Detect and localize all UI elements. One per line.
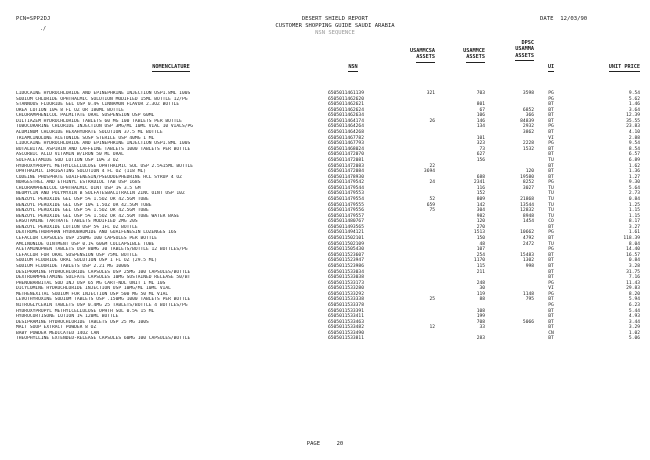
cell-ui: BT (548, 130, 554, 136)
cell-usammce: 88 (479, 297, 485, 303)
cell-ui: PG (548, 96, 554, 102)
cell-nsn: 6505011462634 (328, 113, 364, 119)
cell-ui: BT (548, 174, 554, 180)
cell-nomenclature: THEOPHYLLINE EXTENDED-RELEASE CAPSULES 60MG 100 CAPSULES/BOTTLE (16, 336, 191, 342)
cell-nomenclature: TUBOCURARINE CHLORIDE INJECTION USP 3MG/ML 10ML VIAL 10 VIALS/PG (16, 124, 194, 130)
cell-ui: PG (548, 141, 554, 147)
cell-unit-price: 35.55 (626, 118, 640, 124)
cell-ui: BT (548, 107, 554, 113)
cell-ui: PG (548, 247, 554, 253)
cell-dpsc: 84839 (520, 118, 534, 124)
cell-nsn: 6505011479544 (328, 185, 364, 191)
cell-dpsc: 8252 (522, 180, 534, 186)
cell-nsn: 6505011464264 (328, 124, 364, 130)
cell-ui: TU (548, 191, 554, 197)
cell-nsn: 6505011472084 (328, 169, 364, 175)
cell-nomenclature: AMCINONIDE OINTMENT USP 0.1% 60GM COLLAPSIBLE TUBE (16, 241, 155, 247)
cell-ui: BT (548, 252, 554, 258)
cell-unit-price: 23.83 (626, 124, 640, 130)
cell-unit-price: 1.62 (628, 163, 640, 169)
cell-dpsc: 1532 (522, 146, 534, 152)
cell-unit-price: 2.73 (628, 191, 640, 197)
cell-dpsc: 1454 (522, 219, 534, 225)
cell-nomenclature: BENZOYL PEROXIDE GEL USP 5% 1.5OZ OR 42.5GM TUBE (16, 208, 149, 214)
cell-usammce: 1513 (473, 230, 485, 236)
column-header-usamcsa: USAMMCSA ASSETS (383, 48, 435, 88)
cell-ui: BT (548, 118, 554, 124)
column-header-ui: UI (544, 64, 558, 104)
cell-dpsc: 21868 (520, 196, 534, 202)
cell-unit-price: 7.16 (628, 275, 640, 281)
cell-nsn: 6505011467793 (328, 141, 364, 147)
cell-ui: BT (548, 258, 554, 264)
cell-nomenclature: HYDROCORTISONE LOTION 1% 120ML BOTTLE (16, 314, 119, 320)
cell-dpsc: 366 (525, 113, 534, 119)
cell-dpsc: 2932 (522, 124, 534, 130)
cell-nsn: 6505011479542 (328, 180, 364, 186)
cell-unit-price: 1.27 (628, 174, 640, 180)
column-header-usammce: USAMMCE ASSETS (441, 48, 485, 88)
cell-unit-price: 0.84 (628, 258, 640, 264)
cell-nsn: 6505011523947 (328, 258, 364, 264)
cell-nomenclature: ERGOTAMINE TARTRATE TABLETS MODIFIED 2MG 20S (16, 219, 138, 225)
cell-ui: CN (548, 330, 554, 336)
cell-nsn: 6505011502101 (328, 236, 364, 242)
cell-usammce: 323 (476, 141, 485, 147)
cell-dpsc: 15483 (520, 252, 534, 258)
cell-ui: BT (548, 275, 554, 281)
cell-nsn: 6505011461139 (328, 91, 364, 96)
cell-dpsc: 6852 (522, 107, 534, 113)
cell-usammce: 106 (476, 113, 485, 119)
cell-ui: TU (548, 202, 554, 208)
cell-unit-price: 5.06 (628, 336, 640, 342)
cell-nsn: 6505011479555 (328, 202, 364, 208)
cell-nsn: 6505011480767 (328, 219, 364, 225)
cell-usamcsa: 24 (429, 180, 435, 186)
cell-nomenclature: NITROGLYCERIN TABLETS USP 0.4MG 25 TABLETS/BOTTLE 4 BOTTLES/PG (16, 302, 188, 308)
cell-usammce: 304 (476, 208, 485, 214)
cell-nomenclature: LIDOCAINE HYDROCHLORIDE AND EPINEPHRINE INJECTION USP1.8ML 100S (16, 141, 191, 147)
column-header-nsn: NSN (328, 64, 378, 104)
cell-nsn: 6505011464268 (328, 130, 364, 136)
report-date (540, 16, 587, 22)
cell-dpsc: 5066 (522, 319, 534, 325)
cell-nsn: 6505011462621 (328, 102, 364, 108)
cell-usammce: 108 (476, 308, 485, 314)
cell-usammce: 142 (476, 202, 485, 208)
cell-usammce: 199 (476, 314, 485, 320)
cell-nomenclature: DICYLOMINE HYDROCHLORIDE INJECTION USP 10MG/ML 10ML VIAL (16, 286, 171, 292)
cell-nomenclature: LIDOCAINE HYDROCHLORIDE AND EPINEPHRINE INJECTION USP1.8ML 100S (16, 91, 191, 96)
cell-dpsc: 1302 (522, 258, 534, 264)
cell-usamcsa: 22 (429, 163, 435, 169)
cell-usammce: 627 (476, 152, 485, 158)
cell-nsn: 6505011493565 (328, 224, 364, 230)
cell-ui: BT (548, 319, 554, 325)
cell-nomenclature: ASCORBIC ACID VITAMIN W/IRON 50 ML ORAL (16, 152, 124, 158)
cell-dpsc: 3862 (522, 130, 534, 136)
cell-unit-price: 9.54 (628, 141, 640, 147)
cell-ui: BT (548, 308, 554, 314)
cell-ui: BT (548, 236, 554, 242)
cell-ui: BT (548, 224, 554, 230)
cell-nsn: 6505011533338 (328, 297, 364, 303)
cell-nsn: 6505011533280 (328, 286, 364, 292)
cell-unit-price: 9.54 (628, 91, 640, 96)
cell-ui: TU (548, 213, 554, 219)
cell-usammce: 30 (479, 286, 485, 292)
cell-nomenclature: BENZOYL PEROXIDE GEL USP 5% 1.5OZ OR 42.5GM TUBE (16, 196, 149, 202)
cell-nomenclature: BENZOYL PEROXIDE GEL USP 10% 1.5OZ OR 42.5GM TUBE (16, 202, 152, 208)
cell-ui: TU (548, 208, 554, 214)
cell-nsn: 6505011494121 (328, 230, 364, 236)
cell-unit-price: 1.36 (628, 169, 640, 175)
cell-ui: BT (548, 269, 554, 275)
cell-usamcsa: 52 (429, 196, 435, 202)
cell-unit-price: 6.23 (628, 302, 640, 308)
cell-usamcsa: 25 (429, 297, 435, 303)
cell-unit-price: 3.44 (628, 319, 640, 325)
cell-dpsc: 12832 (520, 208, 534, 214)
cell-dpsc: 10662 (520, 230, 534, 236)
cell-unit-price: 6.57 (628, 152, 640, 158)
cell-unit-price: 3.29 (628, 325, 640, 331)
cell-usammce: 119 (476, 291, 485, 297)
cell-nomenclature: NORGESTREL AND ETHINYL ESTRADIOL TAB USP 168S (16, 180, 141, 186)
cell-dpsc: 3598 (522, 91, 534, 96)
cell-nomenclature: BUTALBITAL ASPIRIN AND CAFFEINE TABLETS 1000 TABLETS PER BOTTLE (16, 146, 191, 152)
cell-unit-price: 8.20 (628, 291, 640, 297)
cell-nsn: 6505011533811 (328, 336, 364, 342)
cell-nsn: 6505011472083 (328, 163, 364, 169)
cell-unit-price: 0.84 (628, 196, 640, 202)
cell-ui: VI (548, 135, 554, 141)
cell-usammce: 211 (476, 269, 485, 275)
cell-nomenclature: BENZOYL PEROXIDE LOTION USP 5% 1FL OZ BOTTLE (16, 224, 138, 230)
cell-nomenclature: HYDROXYPROPYL METHYLCELLULOSE OPHTH SOL 0.5% 15 ML (16, 308, 155, 314)
item-table (16, 91, 640, 342)
cell-usammce: 982 (476, 213, 485, 219)
report-code: PCN=SPP2DJ (16, 16, 51, 22)
cell-unit-price: 3.27 (628, 224, 640, 230)
cell-nsn: 6505011479557 (328, 213, 364, 219)
cell-nsn: 6505011467782 (328, 135, 364, 141)
cell-usammce: 703 (476, 91, 485, 96)
cell-usammce: 152 (476, 191, 485, 197)
cell-ui: PG (548, 124, 554, 130)
cell-nomenclature: SODIUM CHLORIDE OPHTHALMIC SOLUTION MODIFIED 15ML BOTTLE 12/PG (16, 96, 188, 102)
cell-nomenclature: DESIPRAMINE HYDROCHLORIDE CAPSULES USP 25MG 100 CAPSULES/BOTTLE (16, 269, 191, 275)
cell-nomenclature: ACETAMINOPHEN TABLETS USP 80MG 30 TABLETS/BOTTLE 12 BOTTLES/PG (16, 247, 188, 253)
cell-nomenclature: CEFACLOR FOR ORAL SUSPENSION USP 75ML BOTTLE (16, 252, 138, 258)
cell-ui: TU (548, 157, 554, 163)
report-sequence: NSN SEQUENCE (315, 30, 355, 36)
cell-usammce: 270 (476, 224, 485, 230)
cell-nsn: 6505011462624 (328, 107, 364, 113)
cell-ui: VI (548, 286, 554, 292)
cell-nsn: 6505011468024 (328, 146, 364, 152)
cell-nsn: 6505011533482 (328, 325, 364, 331)
cell-unit-price: 5.64 (628, 185, 640, 191)
cell-nomenclature: DEXTROMETHORPHAN HYDROBROMIDE AND GUAIFENESIN LOZENGES 16S (16, 230, 177, 236)
cell-usammce: 115 (476, 263, 485, 269)
cell-usamcsa: 26 (429, 118, 435, 124)
cell-ui: PG (548, 302, 554, 308)
cell-nsn: 6505011505430 (328, 247, 364, 253)
cell-nsn: 6505011502109 (328, 241, 364, 247)
cell-usammce: 156 (476, 157, 485, 163)
cell-nomenclature: CEFACLOR CAPSULES USP 250MG 100 CAPSULES PER BOTTLE (16, 236, 158, 242)
cell-usammce: 801 (476, 102, 485, 108)
cell-nomenclature: MALT SOUP EXTRACT POWDER 8 OZ (16, 325, 97, 331)
cell-dpsc: 998 (525, 263, 534, 269)
cell-usammce: 116 (476, 185, 485, 191)
cell-nomenclature: CHLORAMPHENICOL OPHTHALMIC OINT USP 1% 3.5 GM (16, 185, 141, 191)
cell-nsn: 6505011533034 (328, 269, 364, 275)
cell-usamcsa: 659 (426, 202, 435, 208)
cell-unit-price: 31.75 (626, 269, 640, 275)
cell-usammce: 120 (476, 219, 485, 225)
cell-usammce: 688 (476, 174, 485, 180)
cell-ui: BT (548, 113, 554, 119)
cell-usammce: 248 (476, 280, 485, 286)
page-footer (0, 441, 650, 447)
cell-unit-price: 1.61 (628, 230, 640, 236)
cell-ui: PG (548, 91, 554, 96)
cell-ui: BT (548, 297, 554, 303)
cell-unit-price: 11.43 (626, 280, 640, 286)
cell-ui: BT (548, 169, 554, 175)
cell-usammce: 134 (476, 124, 485, 130)
cell-nomenclature: OPHTHALMIC IRRIGATING SOLUTION 4 FL OZ (118 ML) (16, 169, 146, 175)
cell-nsn: 6505011533463 (328, 319, 364, 325)
cell-ui: BT (548, 263, 554, 269)
cell-ui: TU (548, 241, 554, 247)
cell-dpsc: 19580 (520, 174, 534, 180)
cell-dpsc: 2472 (522, 241, 534, 247)
cell-unit-price: 1.46 (628, 102, 640, 108)
cell-nomenclature: DESIPRAMINE HYDROCHLORIDE TABLETS USP 25 MG 100S (16, 319, 149, 325)
cell-nomenclature: BABY POWDER MEDICATED 14OZ CAN (16, 330, 99, 336)
cell-nsn: 6505011464174 (328, 118, 364, 124)
cell-unit-price: 6.89 (628, 157, 640, 163)
cell-nomenclature: TRIAMCINOLONE ACETONIDE SUSP STERILE USP 40MG 1 ML (16, 135, 155, 141)
cell-ui: BT (548, 152, 554, 158)
report-title-block (200, 16, 470, 37)
column-header-dpsc: DPSC USAMMA ASSETS (492, 40, 534, 80)
cell-usamcsa: 3694 (423, 169, 435, 175)
cell-nsn: 6505011479554 (328, 196, 364, 202)
cell-unit-price: 3.28 (628, 263, 640, 269)
cell-dpsc: 4792 (522, 236, 534, 242)
page-label: PAGE (306, 441, 321, 447)
cell-nsn: 6505011479553 (328, 191, 364, 197)
report-mark: ./ (40, 26, 47, 32)
cell-nomenclature: UREA LOTION 10% 8 FL OZ OR 180ML BOTTLE (16, 107, 124, 113)
cell-usammce: 48 (479, 241, 485, 247)
cell-usamcsa: 12 (429, 325, 435, 331)
cell-nsn: 6505011523607 (328, 252, 364, 258)
table-row (16, 336, 640, 342)
cell-nomenclature: NEOMYCIN AND POLYMYXIN B SULFATESBACITRACIN ZINC OINT USP 10Z (16, 191, 185, 197)
cell-ui: TU (548, 196, 554, 202)
cell-nomenclature: PHENOBARBITAL SOD INJ USP 65 MG CART-NDL UNIT 1 ML 10S (16, 280, 166, 286)
column-header-unit-price: UNIT PRICE (566, 64, 640, 104)
cell-nomenclature: STANNOUS FLUORIDE GEL USP 0.4% CINNAMON FLAVOR 2.3OZ BOTTLE (16, 102, 180, 108)
cell-nomenclature: SULFACETAMIDE SOD LOTION USP 10% 3 OZ (16, 157, 119, 163)
cell-nomenclature: ALUMINUM CHLORIDE HEXAHYDRATE SOLUTION 37.5 ML BOTTLE (16, 130, 163, 136)
cell-dpsc: 13544 (520, 202, 534, 208)
cell-unit-price: 4.10 (628, 130, 640, 136)
cell-nomenclature: DILTIAZEM HYDROCHLORIDE TABLETS 60 MG 100 TABLETS PER BOTTLE (16, 118, 182, 124)
cell-usammce: 67 (479, 107, 485, 113)
cell-usamcsa: 321 (426, 91, 435, 96)
cell-unit-price: 2.88 (628, 135, 640, 141)
cell-nsn: 6505011478930 (328, 174, 364, 180)
cell-nomenclature: SODIUM FLUORIDE TABLETS USP 2.21 MG 1000S (16, 263, 130, 269)
cell-usammce: 283 (476, 336, 485, 342)
cell-nsn: 6505011533411 (328, 314, 364, 320)
cell-ui: BT (548, 336, 554, 342)
cell-nsn: 6505011533391 (328, 308, 364, 314)
cell-ui: BT (548, 102, 554, 108)
cell-unit-price: 8.04 (628, 241, 640, 247)
cell-unit-price: 8.54 (628, 146, 640, 152)
cell-nsn: 6505011533490 (328, 330, 364, 336)
cell-nomenclature: CODEINE PHOSPHATE GUAIFENESIN/PSEUDOEPHEDRINE HCL SYRUP 4 OZ (16, 174, 182, 180)
cell-nomenclature: BENZOYL PEROXIDE GEL USP 5% 1.5OZ OR 42.5GM TUBE WATER BASE (16, 213, 180, 219)
cell-ui: BT (548, 325, 554, 331)
cell-ui: CO (548, 219, 554, 225)
cell-nsn: 6505011533378 (328, 302, 364, 308)
page-number: 20 (336, 441, 344, 447)
cell-usammce: 1170 (473, 258, 485, 264)
cell-ui: BT (548, 314, 554, 320)
cell-usammce: 708 (476, 319, 485, 325)
cell-dpsc: 795 (525, 297, 534, 303)
cell-unit-price: 1.02 (628, 330, 640, 336)
cell-nsn: 6505011479556 (328, 208, 364, 214)
cell-nsn: 6505011472081 (328, 157, 364, 163)
cell-dpsc: 120 (525, 169, 534, 175)
cell-nsn: 6505011523986 (328, 263, 364, 269)
cell-unit-price: 4.93 (628, 314, 640, 320)
cell-ui: PG (548, 280, 554, 286)
date-value: 12/03/90 (560, 16, 588, 22)
report-title: DESERT SHIELD REPORT (301, 16, 369, 22)
cell-ui: PG (548, 180, 554, 186)
cell-unit-price: 1.25 (628, 202, 640, 208)
cell-usammce: 107 (476, 247, 485, 253)
cell-usammce: 101 (476, 135, 485, 141)
cell-nsn: 6505011472070 (328, 152, 364, 158)
cell-nomenclature: SODIUM FLUORIDE ORAL SOLUTION USP 1 FL OZ (29.5 ML) (16, 258, 158, 264)
cell-dpsc: 1148 (522, 291, 534, 297)
report-subtitle: CUSTOMER SHOPPING GUIDE SAUDI ARABIA (275, 23, 395, 29)
cell-usammce: 33 (479, 325, 485, 331)
cell-unit-price: 5.44 (628, 308, 640, 314)
cell-unit-price: 8.17 (628, 219, 640, 225)
cell-unit-price: 14.40 (626, 247, 640, 253)
cell-dpsc: 2228 (522, 141, 534, 147)
cell-usammce: 254 (476, 252, 485, 258)
cell-nsn: 6505011533038 (328, 275, 364, 281)
cell-nomenclature: DEXTROAMPHETAMINE SULFATE CAPSULES 10MG SUSTAINED RELEASE 50/BT (16, 275, 191, 281)
cell-ui: PG (548, 291, 554, 297)
cell-usammce: 73 (479, 146, 485, 152)
cell-usammce: 2341 (473, 180, 485, 186)
cell-usammce: 809 (476, 196, 485, 202)
cell-ui: PG (548, 230, 554, 236)
cell-dpsc: 3027 (522, 185, 534, 191)
cell-nsn: 6505011533292 (328, 291, 364, 297)
cell-unit-price: 5.62 (628, 96, 640, 102)
cell-unit-price: 3.64 (628, 107, 640, 113)
cell-unit-price: 12.39 (626, 113, 640, 119)
column-header-nomenclature: NOMENCLATURE (16, 64, 326, 104)
cell-nsn: 6505011533173 (328, 280, 364, 286)
cell-unit-price: 1.15 (628, 213, 640, 219)
cell-nsn: 6505011462620 (328, 96, 364, 102)
cell-unit-price: 5.94 (628, 297, 640, 303)
cell-ui: BT (548, 163, 554, 169)
cell-nomenclature: LEVOTHYROXINE SODIUM TABLETS USP .150MG 1000 TABLETS PER BOTTLE (16, 297, 191, 303)
cell-unit-price: 1.15 (628, 208, 640, 214)
cell-usammce: 146 (476, 118, 485, 124)
cell-nomenclature: METHENEXITAL SODIUM FOR INJECTION USP 500 MG 50 ML VIAL (16, 291, 169, 297)
cell-ui: TU (548, 185, 554, 191)
cell-unit-price: 9.30 (628, 180, 640, 186)
date-label: DATE (540, 16, 554, 22)
cell-usammce: 150 (476, 236, 485, 242)
cell-ui: BT (548, 146, 554, 152)
cell-unit-price: 16.57 (626, 252, 640, 258)
cell-unit-price: 118.39 (623, 236, 640, 242)
cell-nomenclature: HYDROXYPROPYL METHYLCELLULOSE OPHTHALMIC SOL USP 2.5%15ML BOTTLE (16, 163, 194, 169)
cell-unit-price: 29.83 (626, 286, 640, 292)
cell-nomenclature: CHLORAMPHENICOL PALMITATE ORAL SUSPENSION USP 60ML (16, 113, 155, 119)
cell-usamcsa: 75 (429, 208, 435, 214)
cell-dpsc: 8948 (522, 213, 534, 219)
